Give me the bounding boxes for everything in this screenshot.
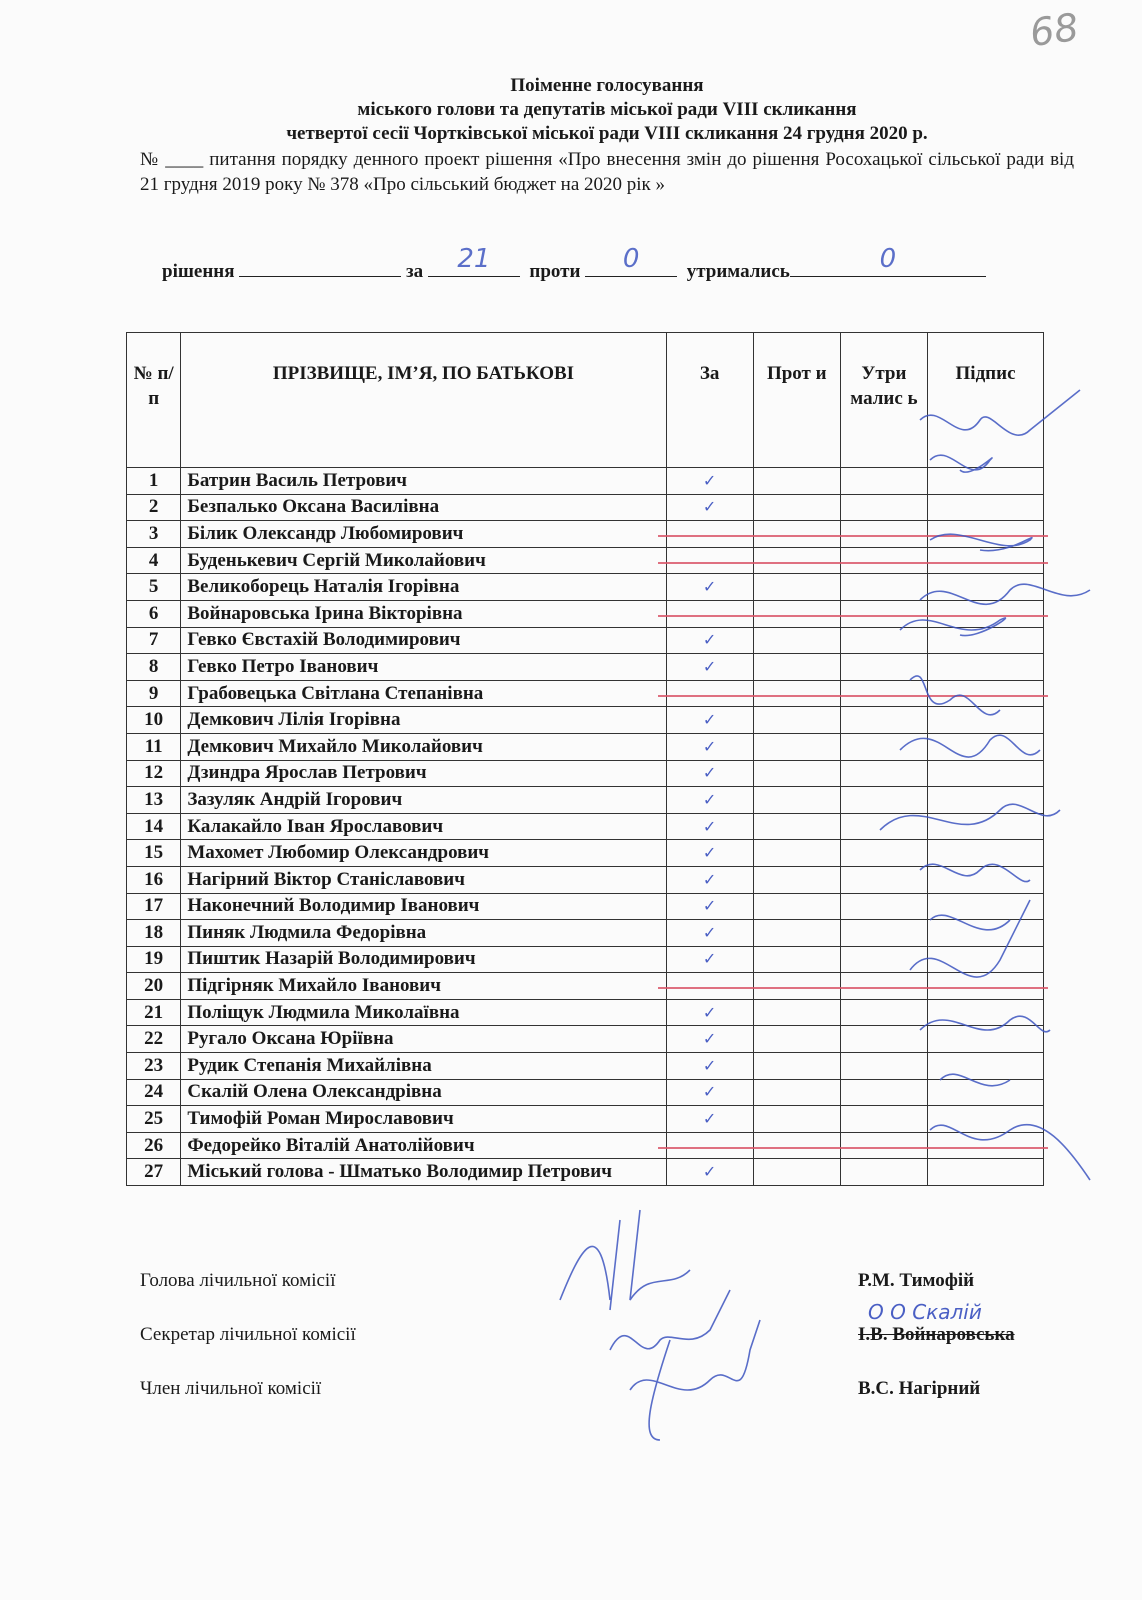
- vote-for-mark: ✓: [666, 733, 753, 760]
- vote-against-cell: [753, 866, 840, 893]
- member-name: Демкович Лілія Ігорівна: [181, 707, 666, 734]
- for-count: 21: [457, 244, 491, 274]
- vote-against-cell: [753, 813, 840, 840]
- vote-for-mark: ✓: [666, 1026, 753, 1053]
- chair-signature: [560, 1210, 690, 1310]
- vote-for-mark: ✓: [666, 494, 753, 521]
- member-name: Підгірняк Михайло Іванович: [181, 973, 666, 1000]
- vote-for-mark: [666, 600, 753, 627]
- row-number: 17: [127, 893, 181, 920]
- vote-for-mark: ✓: [666, 1159, 753, 1186]
- commission-signatures: [550, 1190, 790, 1450]
- member-name: Буденькевич Сергій Миколайович: [181, 547, 666, 574]
- member-name: Дзиндра Ярослав Петрович: [181, 760, 666, 787]
- member-name: Федорейко Віталій Анатолійович: [181, 1132, 666, 1159]
- vote-against-cell: [753, 1026, 840, 1053]
- vote-against-cell: [753, 946, 840, 973]
- member-name: Махомет Любомир Олександрович: [181, 840, 666, 867]
- vote-against-cell: [753, 840, 840, 867]
- member-name: Калакайло Іван Ярославович: [181, 813, 666, 840]
- vote-against-cell: [753, 574, 840, 601]
- vote-for-mark: ✓: [666, 707, 753, 734]
- vote-against-cell: [753, 893, 840, 920]
- row-number: 26: [127, 1132, 181, 1159]
- row-number: 13: [127, 787, 181, 814]
- signature-scribble: [930, 534, 1032, 550]
- vote-against-cell: [753, 600, 840, 627]
- signature-scribble: [930, 915, 1010, 930]
- vote-against-cell: [753, 1079, 840, 1106]
- vote-for-mark: ✓: [666, 1106, 753, 1133]
- row-number: 16: [127, 866, 181, 893]
- decision-label: рішення: [162, 261, 235, 282]
- abstain-count: 0: [879, 244, 897, 274]
- title-line-1: Поіменне голосування: [510, 75, 704, 96]
- vote-for-mark: ✓: [666, 574, 753, 601]
- vote-against-cell: [753, 707, 840, 734]
- abstain-blank: [790, 244, 986, 277]
- row-number: 20: [127, 973, 181, 1000]
- vote-against-cell: [753, 760, 840, 787]
- vote-for-mark: ✓: [666, 468, 753, 495]
- secretary-name: І.В. Войнаровська: [858, 1324, 1015, 1345]
- row-number: 2: [127, 494, 181, 521]
- vote-against-cell: [753, 494, 840, 521]
- member-name: Гевко Євстахій Володимирович: [181, 627, 666, 654]
- member-name: Великоборець Наталія Ігорівна: [181, 574, 666, 601]
- header-for: За: [666, 333, 753, 468]
- header-signature: Підпис: [928, 333, 1044, 468]
- chair-role: Голова лічильної комісії: [140, 1270, 336, 1291]
- signature-scribble: [920, 1016, 1050, 1032]
- signature-scribble: [900, 618, 1005, 636]
- vote-against-cell: [753, 680, 840, 707]
- header-against: Прот и: [753, 333, 840, 468]
- vote-against-cell: [753, 1159, 840, 1186]
- vote-for-mark: ✓: [666, 866, 753, 893]
- vote-against-cell: [753, 627, 840, 654]
- row-number: 18: [127, 920, 181, 947]
- row-number: 19: [127, 946, 181, 973]
- signature-scribble: [920, 864, 1030, 881]
- title-line-2: міського голови та депутатів міської ради VIII скликання: [357, 99, 857, 120]
- member-name: Грабовецька Світлана Степанівна: [181, 680, 666, 707]
- row-number: 22: [127, 1026, 181, 1053]
- secretary-line: [858, 1300, 1015, 1378]
- decision-blank: [239, 256, 401, 277]
- member-name: Пиняк Людмила Федорівна: [181, 920, 666, 947]
- vote-for-mark: ✓: [666, 946, 753, 973]
- row-number: 5: [127, 574, 181, 601]
- row-number: 23: [127, 1053, 181, 1080]
- vote-against-cell: [753, 1132, 840, 1159]
- member-name: Войнаровська Ірина Вікторівна: [181, 600, 666, 627]
- vote-against-cell: [753, 999, 840, 1026]
- member-role: Член лічильної комісії: [140, 1378, 322, 1399]
- against-blank: [585, 244, 677, 277]
- member-name: Батрин Василь Петрович: [181, 468, 666, 495]
- member-name: Поліщук Людмила Миколаївна: [181, 999, 666, 1026]
- vote-for-mark: [666, 973, 753, 1000]
- vote-for-mark: ✓: [666, 840, 753, 867]
- document-header: [140, 74, 1074, 197]
- header-abstain: Утри малис ь: [840, 333, 927, 468]
- row-number: 1: [127, 468, 181, 495]
- row-number: 15: [127, 840, 181, 867]
- decision-summary: [162, 244, 1062, 283]
- member-name: Ругало Оксана Юріївна: [181, 1026, 666, 1053]
- against-count: 0: [622, 244, 640, 274]
- vote-against-cell: [753, 787, 840, 814]
- commission-names: [858, 1270, 1015, 1432]
- member-name: Демкович Михайло Миколайович: [181, 733, 666, 760]
- vote-for-mark: ✓: [666, 654, 753, 681]
- title-line-3: четвертої сесії Чортківської міської ради VIII скликання 24 грудня 2020 р.: [286, 123, 928, 144]
- member-name: Безпалько Оксана Василівна: [181, 494, 666, 521]
- row-number: 21: [127, 999, 181, 1026]
- row-number: 27: [127, 1159, 181, 1186]
- member-name: Зазуляк Андрій Ігорович: [181, 787, 666, 814]
- vote-against-cell: [753, 920, 840, 947]
- chair-name: Р.М. Тимофій: [858, 1270, 975, 1291]
- vote-for-mark: ✓: [666, 760, 753, 787]
- vote-for-mark: ✓: [666, 999, 753, 1026]
- vote-for-mark: [666, 521, 753, 548]
- row-number: 12: [127, 760, 181, 787]
- row-number: 3: [127, 521, 181, 548]
- page-number: 68: [1027, 4, 1082, 56]
- member-name: Пиштик Назарій Володимирович: [181, 946, 666, 973]
- row-number: 14: [127, 813, 181, 840]
- vote-for-mark: [666, 1132, 753, 1159]
- member-name: Міський голова - Шматько Володимир Петрович: [181, 1159, 666, 1186]
- vote-for-mark: ✓: [666, 627, 753, 654]
- row-number: 4: [127, 547, 181, 574]
- row-number: 25: [127, 1106, 181, 1133]
- signature-scribble: [940, 1074, 1010, 1086]
- header-num: № п/п: [127, 333, 181, 468]
- signature-scribble: [910, 676, 1000, 715]
- row-number: 10: [127, 707, 181, 734]
- against-label: проти: [529, 261, 581, 282]
- vote-for-mark: ✓: [666, 1079, 753, 1106]
- secretary-correction: О О Скалій: [868, 1300, 982, 1324]
- agenda-question: № ____ питання порядку денного проект рішення «Про внесення змін до рішення Росохацької сільської ради від 21 грудня 2019 року № 378 «Про сільський бюджет на 2020 рік »: [140, 149, 1074, 195]
- signature-scribble: [900, 735, 1040, 757]
- signature-scribble: [910, 900, 1030, 977]
- row-number: 7: [127, 627, 181, 654]
- vote-against-cell: [753, 973, 840, 1000]
- member-name: Білик Олександр Любомирович: [181, 521, 666, 548]
- vote-for-mark: ✓: [666, 893, 753, 920]
- signature-column-scribbles: [860, 390, 1100, 1170]
- row-number: 8: [127, 654, 181, 681]
- vote-for-mark: ✓: [666, 920, 753, 947]
- vote-against-cell: [753, 1106, 840, 1133]
- vote-against-cell: [753, 521, 840, 548]
- vote-against-cell: [753, 1053, 840, 1080]
- for-label: за: [406, 261, 424, 282]
- abstain-label: утримались: [686, 261, 790, 282]
- row-number: 24: [127, 1079, 181, 1106]
- member-name: Рудик Степанія Михайлівна: [181, 1053, 666, 1080]
- member-name: Гевко Петро Іванович: [181, 654, 666, 681]
- header-name: ПРІЗВИЩЕ, ІМ’Я, ПО БАТЬКОВІ: [181, 333, 666, 468]
- row-number: 9: [127, 680, 181, 707]
- member-name: Скалій Олена Олександрівна: [181, 1079, 666, 1106]
- row-number: 6: [127, 600, 181, 627]
- member-name: Тимофій Роман Мирославович: [181, 1106, 666, 1133]
- signature-scribble: [880, 804, 1060, 830]
- member-name: Нагірний Віктор Станіславович: [181, 866, 666, 893]
- signature-scribble: [920, 390, 1080, 435]
- vote-against-cell: [753, 468, 840, 495]
- vote-for-mark: ✓: [666, 1053, 753, 1080]
- vote-for-mark: [666, 547, 753, 574]
- row-number: 11: [127, 733, 181, 760]
- for-blank: [428, 244, 520, 277]
- commission-roles: [140, 1270, 356, 1432]
- vote-against-cell: [753, 547, 840, 574]
- secretary-role: Секретар лічильної комісії: [140, 1324, 356, 1345]
- vote-for-mark: ✓: [666, 787, 753, 814]
- signature-scribble: [920, 584, 1090, 604]
- vote-against-cell: [753, 654, 840, 681]
- signature-scribble: [930, 455, 992, 472]
- member-name: В.С. Нагірний: [858, 1378, 981, 1399]
- vote-for-mark: [666, 680, 753, 707]
- member-name: Наконечний Володимир Іванович: [181, 893, 666, 920]
- vote-against-cell: [753, 733, 840, 760]
- vote-for-mark: ✓: [666, 813, 753, 840]
